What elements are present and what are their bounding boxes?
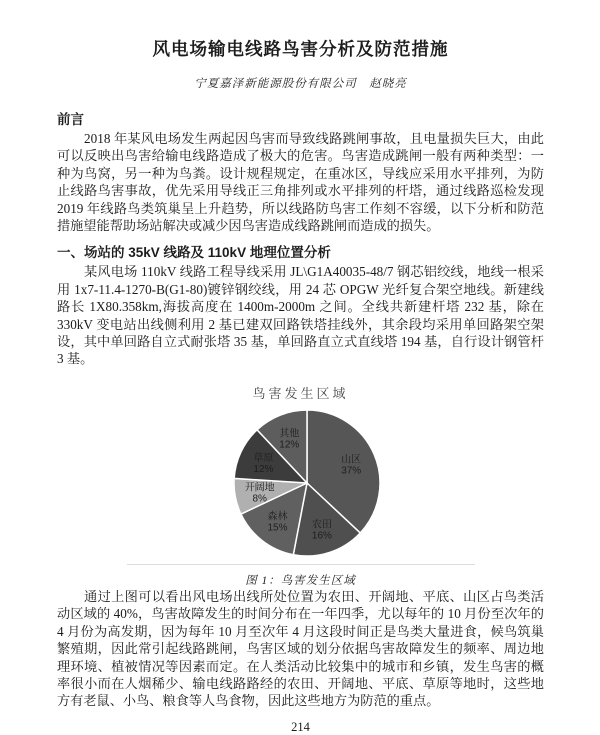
figure-caption: 图 1：鸟害发生区域 (245, 574, 356, 587)
figure-1 (127, 383, 475, 565)
pie-slice-label: 草原 (252, 452, 273, 464)
section-preface (57, 108, 544, 234)
pie-slice-label: 37% (340, 465, 361, 477)
pie-slice-label: 农田 (311, 519, 332, 531)
pie-slice-label: 15% (266, 522, 288, 534)
pie-slice-label: 开阔地 (244, 482, 275, 494)
paper-title: 风电场输电线路鸟害分析及防范措施 (152, 39, 449, 59)
section-heading-preface: 前言 (57, 112, 84, 127)
pie-slice-label: 12% (252, 463, 273, 475)
paragraph: 2018 年某风电场发生两起因鸟害而导致线路跳闸事故，且电量损失巨大，由此可以反映出鸟害给输电线路造成了极大的危害。鸟害造成跳闸一般有两种类型：一种为鸟窝，另一种为鸟粪。设计规程规定，在重冰区，导线应采用水平排列，为防止线路鸟害事故，优先采用导线正三角排列或水平排列的杆塔，通过线路巡检发现 2019 年线路鸟类筑巢呈上升趋势，所以线路防鸟害工作刻不容缓，以下分析和防范措施望能帮助场站解决或减少因鸟害造成线路跳闸而造成的损失。 (57, 131, 544, 234)
pie-slice-label: 山区 (340, 454, 361, 466)
page-number: 214 (291, 719, 310, 734)
pie-chart (127, 405, 475, 561)
pie-slice-label: 8% (251, 493, 267, 505)
pie-slice-label: 其他 (278, 428, 299, 440)
pie-slice-label: 森林 (267, 511, 287, 523)
paragraph: 某风电场 110kV 线路工程导线采用 JL\G1A40035-48/7 钢芯铝绞线，地线一根采用 1x7-11.4-1270-B(G1-80)镀锌钢绞线，用 24 芯 OPGW 光纤复合架空地线。新建线路长 1X80.358km,海拔高度在 1400m-2000m 之间。全线共新建杆塔 232 基，除在 330kV 变电站出线侧利用 2 基已建双回路铁塔挂线外，其余段均采用单回路架空架设，其中单回路自立式耐张塔 35 基，单回路直立式直线塔 194 基，自行设计钢管杆 3 基。 (57, 264, 544, 367)
closing-paragraph: 通过上图可以看出风电场出线所处位置为农田、开阔地、平底、山区占鸟类活动区域的 40%，鸟害故障发生的时间分布在一年四季，尤以每年的 10 月份至次年的 4 月份为高发期，因为每年 10 月至次年 4 月这段时间正是鸟类大量进食，候鸟筑巢繁殖期，因此常引起线路跳闸，鸟害区域的划分依据鸟害故障发生的频率、周边地理环境、植被情况等因素而定。在人类活动比较集中的城市和乡镇，发生鸟害的概率很小而在人烟稀少、输电线路路经的农田、开阔地、平底、草原等地时，这些地方有老鼠、小鸟、粮食等人鸟食物，因此这些地方为防范的重点。 (57, 588, 544, 709)
pie-slice-label: 16% (311, 530, 332, 542)
pie-slice-label: 12% (278, 439, 299, 451)
pie-chart-title: 鸟害发生区域 (252, 385, 349, 401)
author-line: 宁夏嘉泽新能源股份有限公司 赵晓亮 (194, 78, 407, 90)
section-line-analysis (57, 241, 544, 367)
section-heading-line-analysis: 一、场站的 35kV 线路及 110kV 地理位置分析 (57, 245, 331, 261)
